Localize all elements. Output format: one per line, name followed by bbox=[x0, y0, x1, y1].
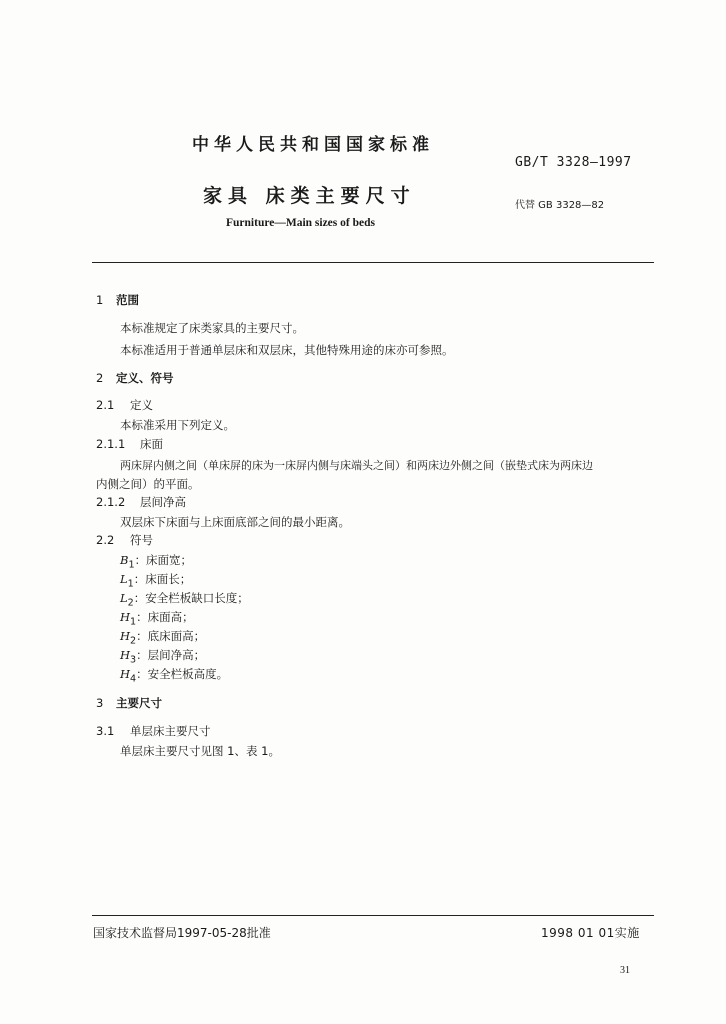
symbol-item bbox=[120, 571, 191, 589]
paragraph: 本标准适用于普通单层床和双层床，其他特殊用途的床亦可参照。 bbox=[120, 343, 454, 357]
approval-note: 国家技术监督局1997-05-28批准 bbox=[93, 926, 271, 940]
english-title: Furniture—Main sizes of beds bbox=[226, 217, 375, 229]
symbol-letter: H bbox=[120, 610, 131, 624]
subsection-heading bbox=[96, 494, 186, 510]
symbol-subscript: 1 bbox=[128, 559, 135, 571]
symbol-subscript: 1 bbox=[127, 578, 134, 590]
symbol-letter: L bbox=[120, 591, 128, 605]
section-heading bbox=[96, 370, 174, 386]
symbol-subscript: 1 bbox=[130, 616, 137, 628]
symbol-description: ：安全栏板高度。 bbox=[136, 667, 229, 681]
subsection-heading bbox=[96, 397, 153, 413]
header-rule bbox=[92, 262, 654, 263]
subsection-heading bbox=[96, 532, 153, 548]
symbol-item bbox=[120, 647, 205, 665]
effective-date: 1998 01 01实施 bbox=[541, 926, 640, 940]
section-number: 1 bbox=[96, 293, 104, 307]
symbol-item bbox=[120, 609, 194, 627]
section-number: 2.2 bbox=[96, 533, 115, 547]
symbol-subscript: 2 bbox=[127, 597, 134, 609]
section-title: 层间净高 bbox=[140, 495, 186, 509]
section-number: 3.1 bbox=[96, 724, 115, 738]
standard-title: 中华人民共和国国家标准 bbox=[192, 135, 434, 155]
section-heading bbox=[96, 695, 162, 711]
symbol-item bbox=[120, 552, 192, 570]
paragraph: 内侧之间）的平面。 bbox=[96, 477, 200, 491]
symbol-letter: L bbox=[120, 572, 128, 586]
symbol-letter: H bbox=[120, 648, 131, 662]
symbol-item bbox=[120, 666, 228, 684]
document-title: 家具 床类主要尺寸 bbox=[203, 185, 416, 207]
subsection-heading bbox=[96, 436, 163, 452]
footer-rule bbox=[92, 915, 654, 916]
paragraph: 本标准采用下列定义。 bbox=[120, 418, 235, 432]
section-title: 范围 bbox=[116, 293, 139, 307]
section-title: 主要尺寸 bbox=[116, 696, 162, 710]
symbol-letter: H bbox=[120, 667, 131, 681]
section-title: 定义、符号 bbox=[116, 371, 174, 385]
section-number: 2.1.1 bbox=[96, 437, 126, 451]
replaces-note: 代替 GB 3328—82 bbox=[515, 200, 605, 211]
symbol-letter: B bbox=[120, 553, 129, 567]
section-number: 2.1 bbox=[96, 398, 115, 412]
section-title: 床面 bbox=[140, 437, 163, 451]
paragraph: 双层床下床面与上床面底部之间的最小距离。 bbox=[120, 515, 350, 529]
symbol-item bbox=[120, 628, 205, 646]
subsection-heading bbox=[96, 723, 211, 739]
symbol-subscript: 2 bbox=[130, 635, 137, 647]
symbol-item bbox=[120, 590, 249, 608]
section-heading bbox=[96, 292, 139, 308]
symbol-description: ：床面宽； bbox=[134, 553, 193, 567]
symbol-letter: H bbox=[120, 629, 131, 643]
section-number: 3 bbox=[96, 696, 104, 710]
symbol-subscript: 4 bbox=[130, 673, 137, 685]
paragraph: 本标准规定了床类家具的主要尺寸。 bbox=[120, 321, 304, 335]
section-number: 2 bbox=[96, 371, 104, 385]
paragraph: 单层床主要尺寸见图 1、表 1。 bbox=[120, 744, 280, 758]
section-number: 2.1.2 bbox=[96, 495, 126, 509]
symbol-subscript: 3 bbox=[130, 654, 137, 666]
page-number: 31 bbox=[620, 965, 630, 976]
symbol-description: ：层间净高； bbox=[136, 648, 206, 662]
symbol-description: ：床面高； bbox=[136, 610, 194, 624]
symbol-description: ：床面长； bbox=[133, 572, 192, 586]
symbol-description: ：底床面高； bbox=[136, 629, 206, 643]
section-title: 符号 bbox=[130, 533, 153, 547]
section-title: 定义 bbox=[130, 398, 153, 412]
standard-code: GB/T 3328—1997 bbox=[515, 155, 632, 170]
paragraph: 两床屏内侧之间（单床屏的床为一床屏内侧与床端头之间）和两床边外侧之间（嵌垫式床为两床边 bbox=[120, 459, 593, 472]
section-title: 单层床主要尺寸 bbox=[130, 724, 211, 738]
symbol-description: ：安全栏板缺口长度； bbox=[133, 591, 249, 605]
